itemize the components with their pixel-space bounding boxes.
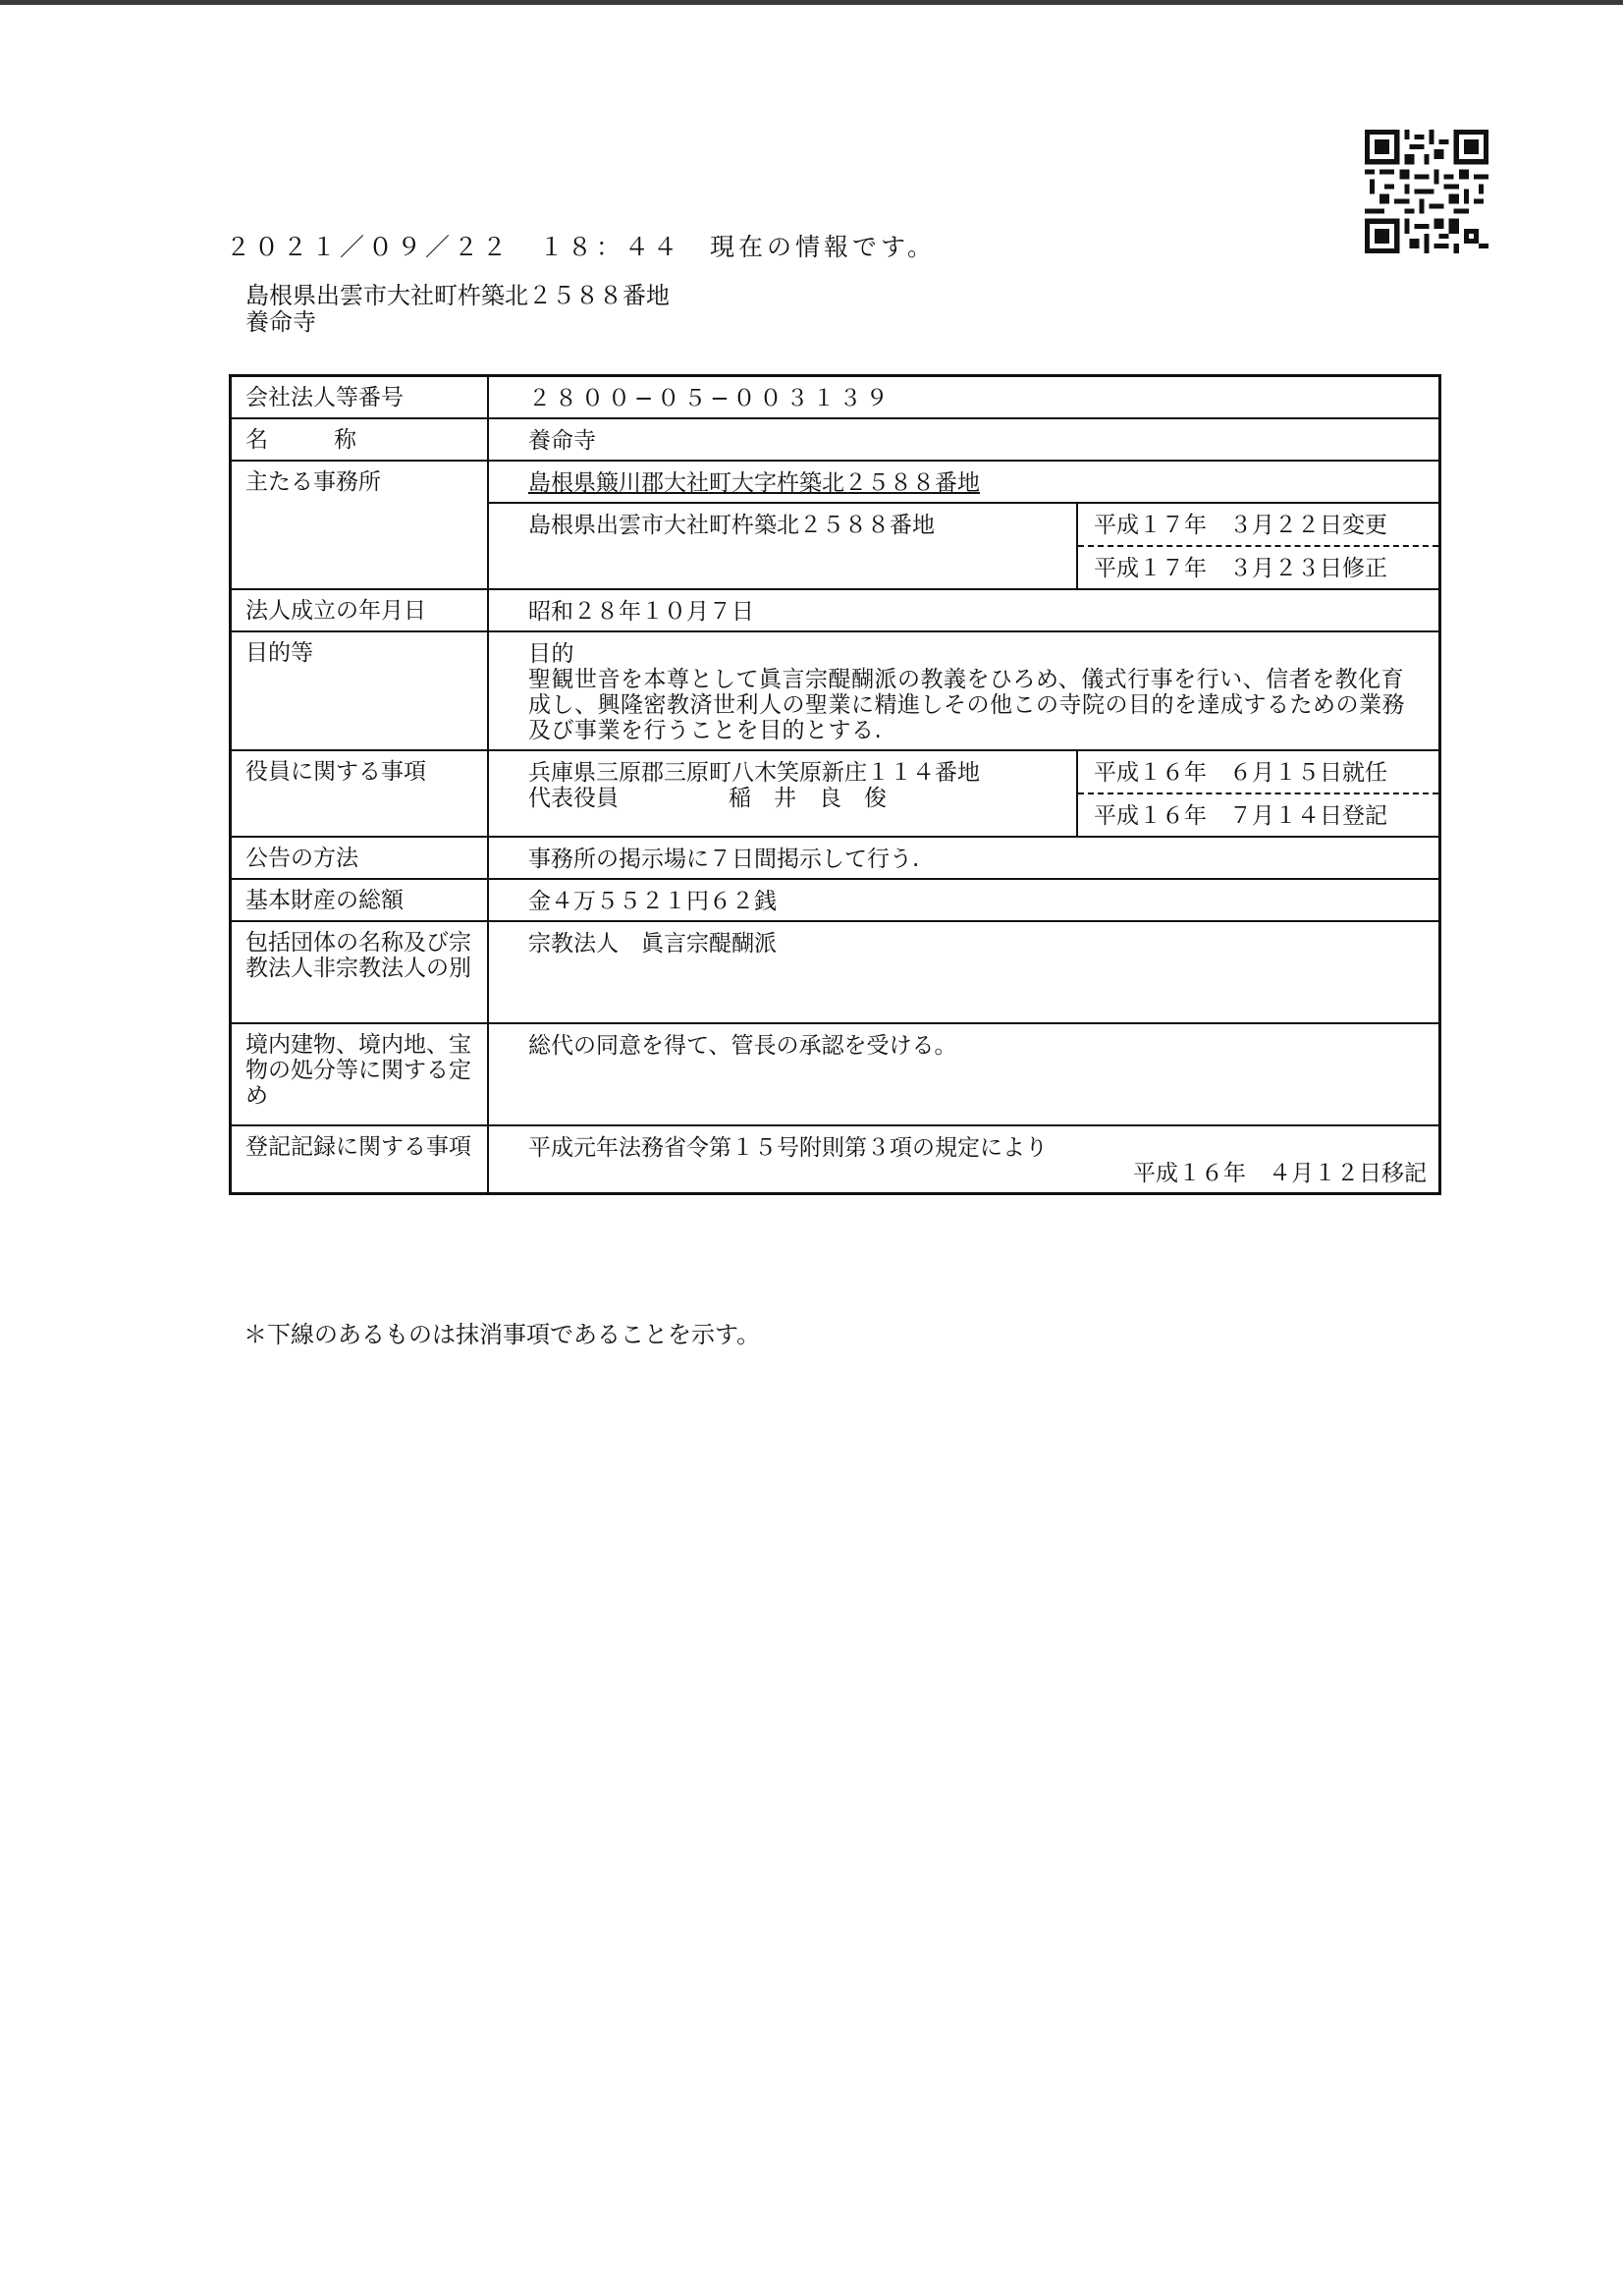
row-officers [231,750,1440,837]
label-record: 登記記録に関する事項 [231,1125,489,1194]
label-name: 名 称 [231,418,489,461]
value-group: 宗教法人 眞言宗醍醐派 [528,931,777,957]
row-name [231,418,1440,461]
label-office: 主たる事務所 [231,461,489,589]
label-corporate-number: 会社法人等番号 [231,376,489,419]
label-group: 包括団体の名称及び宗教法人非宗教法人の別 [231,921,489,1023]
scan-top-edge [0,0,1623,5]
row-established [231,589,1440,631]
row-record [231,1125,1440,1194]
officer-registered-date: 平成１６年 ７月１４日登記 [1078,793,1438,836]
row-notice [231,837,1440,879]
header-address-block [245,283,670,336]
header-address: 島根県出雲市大社町杵築北２５８８番地 [245,282,670,309]
office-change-date: 平成１７年 ３月２２日変更 [1094,513,1387,538]
officer-role: 代表役員 [528,786,619,811]
record-transfer-date: 平成１６年 ４月１２日移記 [1133,1161,1427,1186]
officer-appointed-date: 平成１６年 ６月１５日就任 [1094,760,1387,786]
value-record: 平成元年法務省令第１５号附則第３項の規定により [528,1135,1048,1161]
officer-address: 兵庫県三原郡三原町八木笑原新庄１１４番地 [528,760,980,786]
label-assets: 基本財産の総額 [231,879,489,921]
header-name: 養命寺 [245,308,316,336]
value-assets: 金４万５５２１円６２銭 [528,889,777,914]
office-new-address: 島根県出雲市大社町杵築北２５８８番地 [528,513,935,538]
value-corporate-number: ２８００−０５−００３１３９ [528,386,893,411]
footnote: ＊下線のあるものは抹消事項であることを示す。 [243,1321,761,1348]
registration-table [229,374,1441,1195]
row-purpose [231,631,1440,750]
office-correction-date: 平成１７年 ３月２３日修正 [1078,545,1438,588]
label-established: 法人成立の年月日 [231,589,489,631]
row-office [231,461,1440,589]
purpose-text: 聖観世音を本尊として眞言宗醍醐派の教義をひろめ、儀式行事を行い、信者を教化育成し、興隆密教済世利人の聖業に精進しその他この寺院の目的を達成するための業務及び事業を行うことを目的とする. [528,667,1405,743]
row-corporate-number [231,376,1440,419]
retrieval-datetime: ２０２１／０９／２２ １８：４４ 現在の情報です。 [226,233,937,261]
value-notice: 事務所の掲示場に７日間掲示して行う. [528,847,920,872]
value-property: 総代の同意を得て、管長の承認を受ける。 [528,1033,957,1059]
value-established: 昭和２８年１０月７日 [528,599,754,625]
label-notice: 公告の方法 [231,837,489,879]
label-property: 境内建物、境内地、宝物の処分等に関する定め [231,1023,489,1125]
qr-code [1365,130,1488,253]
row-property [231,1023,1440,1125]
label-officers: 役員に関する事項 [231,750,489,837]
officer-name: 稲 井 良 俊 [729,786,887,811]
row-group [231,921,1440,1023]
office-old-address: 島根県簸川郡大社町大字杵築北２５８８番地 [528,470,980,496]
purpose-heading: 目的 [528,641,574,667]
row-assets [231,879,1440,921]
value-name: 養命寺 [528,428,596,454]
label-purpose: 目的等 [231,631,489,750]
